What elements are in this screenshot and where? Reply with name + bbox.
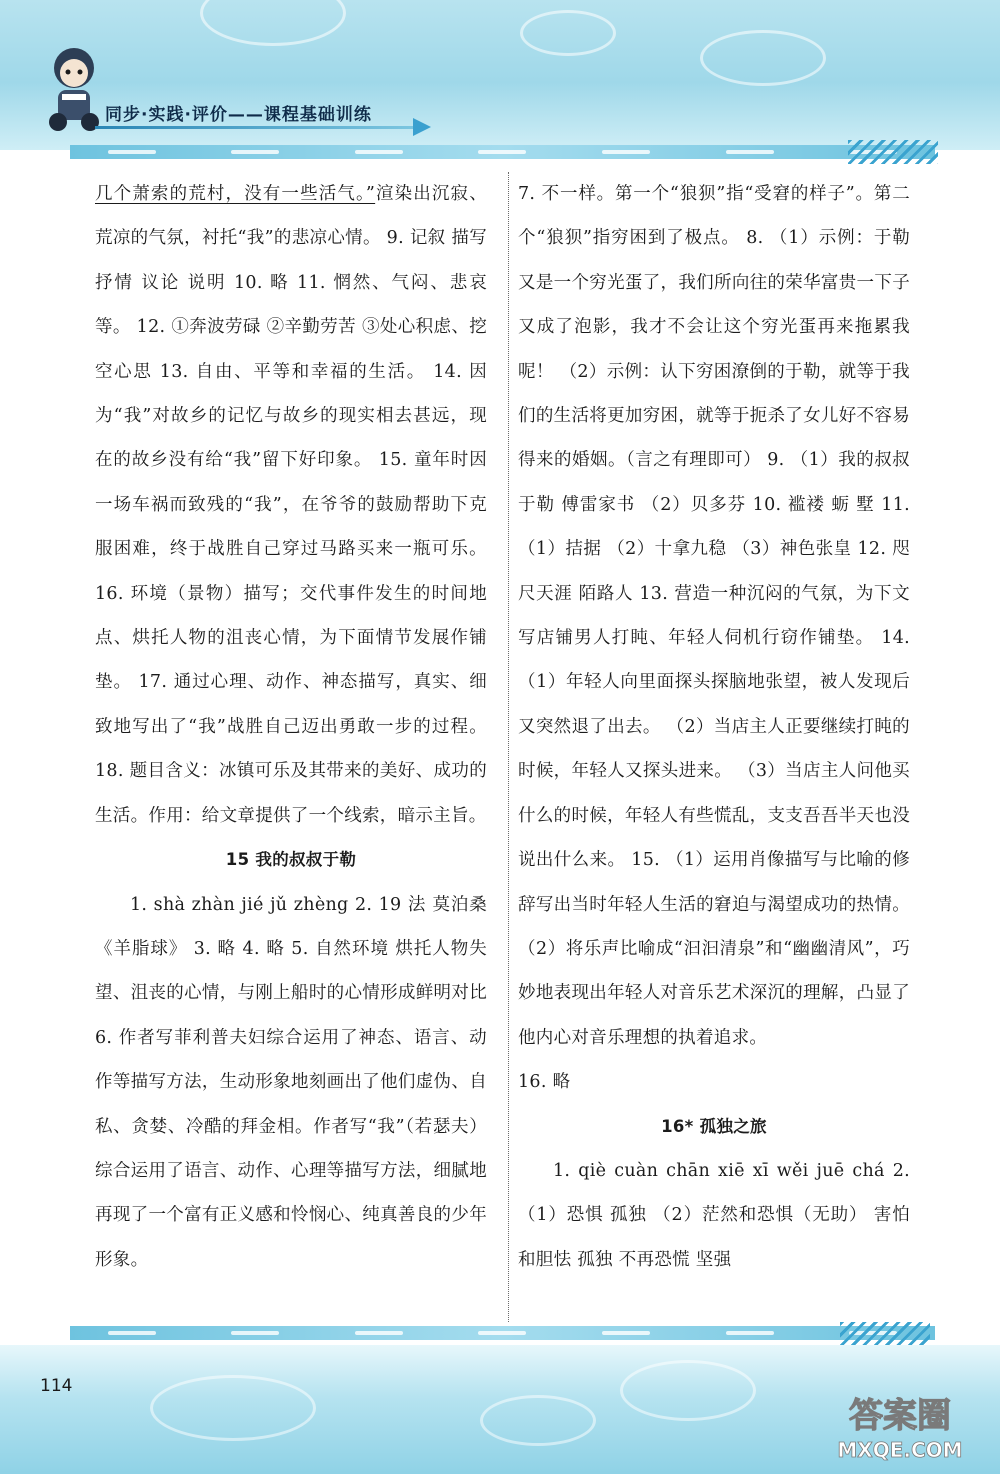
left-column — [95, 172, 487, 1282]
title-underline — [95, 126, 415, 129]
column-divider — [508, 172, 509, 1322]
section-title-15: 15 我的叔叔于勒 — [225, 850, 357, 870]
bottom-hatch-decor — [840, 1322, 930, 1346]
arrow-icon — [413, 118, 431, 136]
mascot-icon — [40, 40, 108, 135]
section-title-16: 16* 孤独之旅 — [661, 1116, 767, 1136]
watermark-domain: MXQE.COM — [837, 1438, 963, 1462]
section-15-answers: 1. shà zhàn jié jǔ zhèng 2. 19 法 莫泊桑 《羊脂球》 3. 略 4. 略 5. 自然环境 烘托人物失望、沮丧的心情，与刚上船时的心情形成鲜明对比 6. 作者写菲利普夫妇综合运用了神态、语言、动作等描写方法，生动形象地刻画出了他们虚伪、自私、贪婪、冷酷的拜金相。作者写“我”（若瑟夫）综合运用了语言、动作、心理等描写方法，细腻地再现了一个富有正义感和怜悯心、纯真善良的少年形象。 — [95, 894, 487, 1270]
right-column — [518, 172, 910, 1282]
bottom-decor-strip — [70, 1326, 935, 1340]
page-number: 114 — [40, 1376, 73, 1396]
watermark-text: 答案圈 — [849, 1396, 951, 1436]
section-16-answers: 1. qiè cuàn chān xiē xī wěi juē chá 2. （1）恐惧 孤独 （2）茫然和恐惧（无助） 害怕和胆怯 孤独 不再恐慌 坚强 — [518, 1160, 910, 1270]
watermark-logo — [820, 1385, 980, 1465]
series-title: 同步·实践·评价——课程基础训练 — [105, 105, 372, 125]
left-intro-text: 渲染出沉寂、荒凉的气氛，衬托“我”的悲凉心情。 9. 记叙 描写 抒情 议论 说明 10. 略 11. 惘然、气闷、悲哀等。 12. ①奔波劳碌 ②辛勤劳苦 ③处心积虑、挖空心思 13. 自由、平等和幸福的生活。 14. 因为“我”对故乡的记忆与故乡的现实相去甚远，现在的故乡没有给“我”留下好印象。 15. 童年时因一场车祸而致残的“我”，在爷爷的鼓励帮助下克服困难，终于战胜自己穿过马路买来一瓶可乐。 16. 环境（景物）描写；交代事件发生的时间地点、烘托人物的沮丧心情，为下面情节发展作铺垫。 17. 通过心理、动作、神态描写，真实、细致地写出了“我”战胜自己迈出勇敢一步的过程。 18. 题目含义：冰镇可乐及其带来的美好、成功的生活。作用：给文章提供了一个线索，暗示主旨。 — [95, 184, 487, 826]
top-hatch-decor — [848, 140, 938, 164]
top-decor-strip — [70, 145, 935, 159]
right-answers: 7. 不一样。第一个“狼狈”指“受窘的样子”。第二个“狼狈”指穷困到了极点。 8. （1）示例：于勒又是一个穷光蛋了，我们所向往的荣华富贵一下子又成了泡影，我才不会让这个穷光蛋再来拖累我呢！ （2）示例：认下穷困潦倒的于勒，就等于我们的生活将更加穷困，就等于扼杀了女儿好不容易得来的婚姻。（言之有理即可） 9. （1）我的叔叔于勒 傅雷家书 （2）贝多芬 10. 褴褛 蛎 墅 11. （1）拮据 （2）十拿九稳 （3）神色张皇 12. 咫尺天涯 陌路人 13. 营造一种沉闷的气氛，为下文写店铺男人打盹、年轻人伺机行窃作铺垫。 14. （1）年轻人向里面探头探脑地张望，被人发现后又突然退了出去。 （2）当店主人正要继续打盹的时候，年轻人又探头进来。 （3）当店主人问他买什么的时候，年轻人有些慌乱，支支吾吾半天也没说出什么来。 15. （1）运用肖像描写与比喻的修辞写出当时年轻人生活的窘迫与渴望成功的热情。 （2）将乐声比喻成“汩汩清泉”和“幽幽清风”，巧妙地表现出年轻人对音乐艺术深沉的理解，凸显了他内心对音乐理想的执着追求。 — [518, 184, 910, 1048]
underlined-quote: 几个萧索的荒村，没有一些活气。” — [95, 184, 376, 204]
item-16: 16. 略 — [518, 1072, 571, 1093]
left-intro-paragraph — [95, 172, 487, 838]
